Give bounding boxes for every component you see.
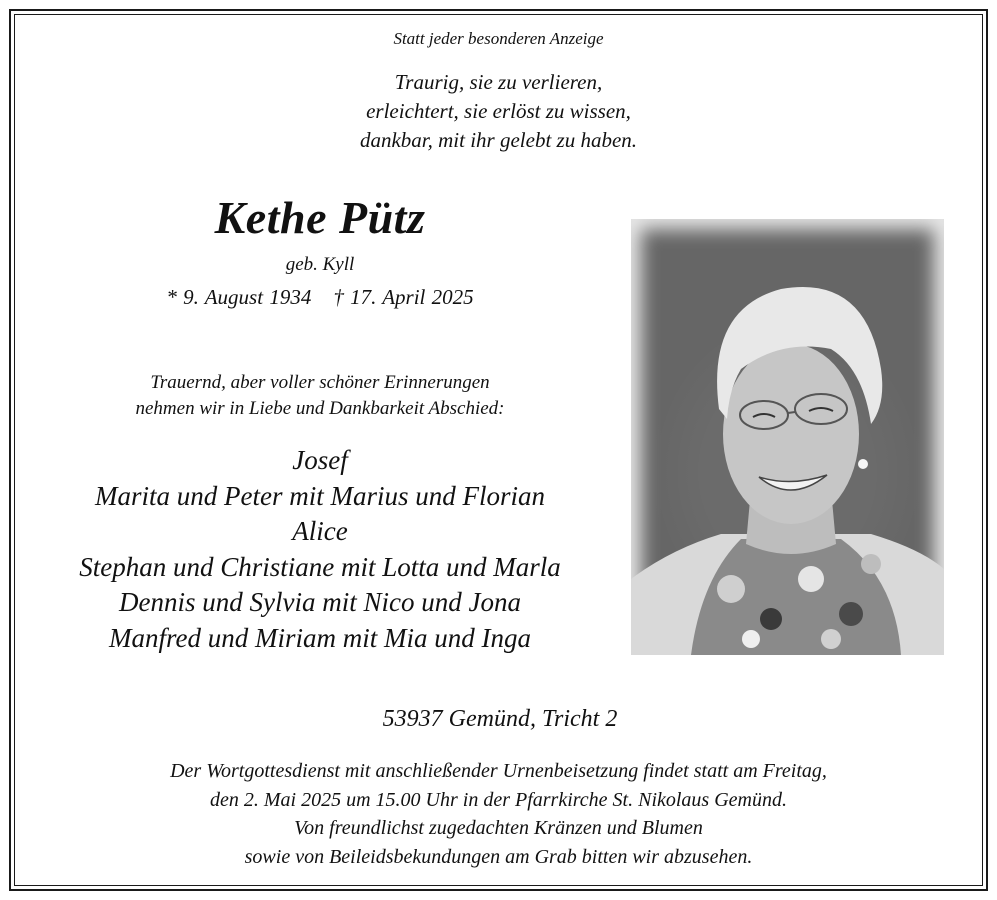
service-line: Von freundlichst zugedachten Kränzen und Blumen [294,817,703,839]
family-member: Josef [292,445,348,475]
poem-line: erleichtert, sie erlöst zu wissen, [366,99,631,123]
birth-date: * 9. August 1934 [166,285,312,309]
address: 53937 Gemünd, Tricht 2 [382,706,618,732]
family-member: Stephan und Christiane mit Lotta und Marla [79,551,561,582]
header-note: Statt jeder besonderen Anzeige [393,29,604,48]
mourning-line: nehmen wir in Liebe und Dankbarkeit Abschied: [135,398,505,419]
service-info [0,757,997,871]
birth-name: geb. Kyll [285,254,355,275]
deceased-name: Kethe Pütz [214,192,426,243]
death-date: † 17. April 2025 [333,285,474,309]
family-member: Alice [292,516,348,546]
service-line: Der Wortgottesdienst mit anschließender Urnenbeisetzung findet statt am Freitag, [170,760,827,782]
service-line: sowie von Beileidsbekundungen am Grab bitten wir abzusehen. [244,845,753,868]
mourning-line: Trauernd, aber voller schöner Erinnerungen [150,372,490,393]
service-line: den 2. Mai 2025 um 15.00 Uhr in der Pfarrkirche St. Nikolaus Gemünd. [210,788,787,811]
poem-line: Traurig, sie zu verlieren, [394,70,603,94]
poem-line: dankbar, mit ihr gelebt zu haben. [359,128,638,152]
mourning-text [40,370,600,422]
portrait-illustration [631,219,944,655]
family-member: Dennis und Sylvia mit Nico und Jona [119,587,521,617]
portrait-photo [631,219,944,655]
family-member: Manfred und Miriam mit Mia und Inga [109,622,531,653]
poem [0,68,997,155]
family-member: Marita und Peter mit Marius und Florian [95,480,545,511]
family-list [20,443,620,656]
life-dates [100,285,540,310]
